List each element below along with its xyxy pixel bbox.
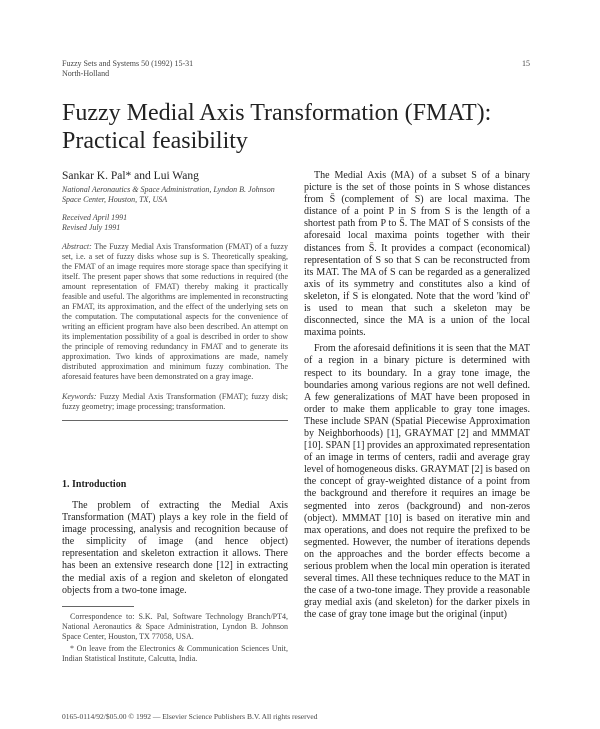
journal-citation: Fuzzy Sets and Systems 50 (1992) 15-31 (62, 59, 194, 68)
abstract (62, 242, 288, 382)
author-list: Sankar K. Pal* and Lui Wang (62, 170, 199, 182)
abstract-label: Abstract: (62, 242, 92, 251)
body-paragraph-gray-tone: From the aforesaid definitions it is seen that the MAT of a region in a binary picture is determined with respect to its boundary. In a gray tone image, the boundaries among various regions are not well defined. A few generalizations of MAT have been proposed in order to make them applicable to gray tone images. These include SPAN (Spatial Piecewise Approximation by Neighborhoods) [1], GRAYMAT [2] and MMMAT [10]. SPAN [1] provides an approximated representation of an image in terms of centers, radii and average gray level of homogeneous disks. GRAYMAT [2] is based on the concept of gray-weighted distance of a point from the background and therefore it requires an image be segmented into zeros (background) and non-zeros (object). MMMAT [10] is based on iterative min and max operations, and does not require the prefixed to be segmented. However, the number of iterations depends on the approaches and the border effects become a serious problem when the local min operation is iterated several times. All these techniques reduce to the MAT in the case of a two-tone image. They provide a reasonable gray medial axis (and skeleton) for the darker pixels in the case of gray tone image but the original (input) (304, 343, 530, 621)
footnotes (62, 612, 288, 666)
body-paragraph-medial-axis: The Medial Axis (MA) of a subset S of a binary picture is the set of those points in S whose distances from S̄ (complement of S) are local maxima. The distance of a point P in S from S is the length of a shortest path from P to S̄. The MAT of S consists of the aforesaid local maxima points together with their distances from S̄. It provides a compact (economical) representation of S so that S can be reconstructed from its MAT. The MA of S can be regarded as a generalized axis of its symmetry and constitutes also a kind of skeleton, if S is elongated. Note that the word 'kind of' is used to mean that such a skeleton may be disconnected, since the MA is a union of the local maxima points. (304, 170, 530, 339)
footnote-on-leave: * On leave from the Electronics & Communication Sciences Unit, Indian Statistical Institute, Calcutta, India. (62, 644, 288, 663)
copyright-line: 0165-0114/92/$05.00 © 1992 — Elsevier Science Publishers B.V. All rights reserved (62, 712, 318, 721)
front-matter-divider (62, 420, 288, 421)
publisher-name: North-Holland (62, 69, 110, 78)
abstract-text: The Fuzzy Medial Axis Transformation (FMAT) of a fuzzy set, i.e. a set of fuzzy disks whose sup is S. Theoretically speaking, the FMAT of an image requires more storage space than specifying it itself. The present paper shows that some reductions in required (the amount representation of FMAT) thereby making it practically feasible and useful. The algorithms are implemented in reconstructing an FMAT, its approximation, and the effect of the underlying sets on the computation. The computational aspects for the convenience of writing an efficient program have also been described. An attempt on its implementation possibility of a goal is described in order to show the principle of removing redundancy in FMAT and to generate its approximation. Two kinds of approximations are made, namely distributed approximation and minimum fuzzy combination. The aforesaid features have been demonstrated on a gray image. (62, 242, 288, 381)
page-number: 15 (522, 59, 530, 68)
section-heading-introduction: 1. Introduction (62, 479, 127, 490)
left-column-front-matter (62, 170, 288, 421)
keywords-text: Fuzzy Medial Axis Transformation (FMAT); fuzzy disk; fuzzy geometry; image processing; transformation. (62, 392, 288, 411)
received-date: Received April 1991 (62, 213, 128, 222)
submission-dates (62, 213, 288, 233)
paper-title: Fuzzy Medial Axis Transformation (FMAT): Practical feasibility (62, 100, 492, 154)
revised-date: Revised July 1991 (62, 223, 121, 232)
author-affiliation: National Aeronautics & Space Administration, Lyndon B. Johnson Space Center, Houston, TX, USA (62, 185, 275, 204)
footnote-correspondence: Correspondence to: S.K. Pal, Software Technology Branch/PT4, National Aeronautics & Space Administration, Lyndon B. Johnson Space Center, Houston, TX 77058, USA. (62, 612, 288, 641)
footnote-divider (62, 606, 134, 607)
right-column-body (304, 170, 530, 625)
introduction-paragraph: The problem of extracting the Medial Axis Transformation (MAT) plays a key role in the field of image processing, analysis and recognition because of the simplicity of image (and hence object) representation and skeleton extraction it allows. There has been an extensive research done [12] in extracting the medial axis of a region and skeleton of elongated objects from a two-tone image. (62, 500, 288, 596)
keywords (62, 392, 288, 412)
keywords-label: Keywords: (62, 392, 97, 401)
journal-header (62, 59, 193, 79)
